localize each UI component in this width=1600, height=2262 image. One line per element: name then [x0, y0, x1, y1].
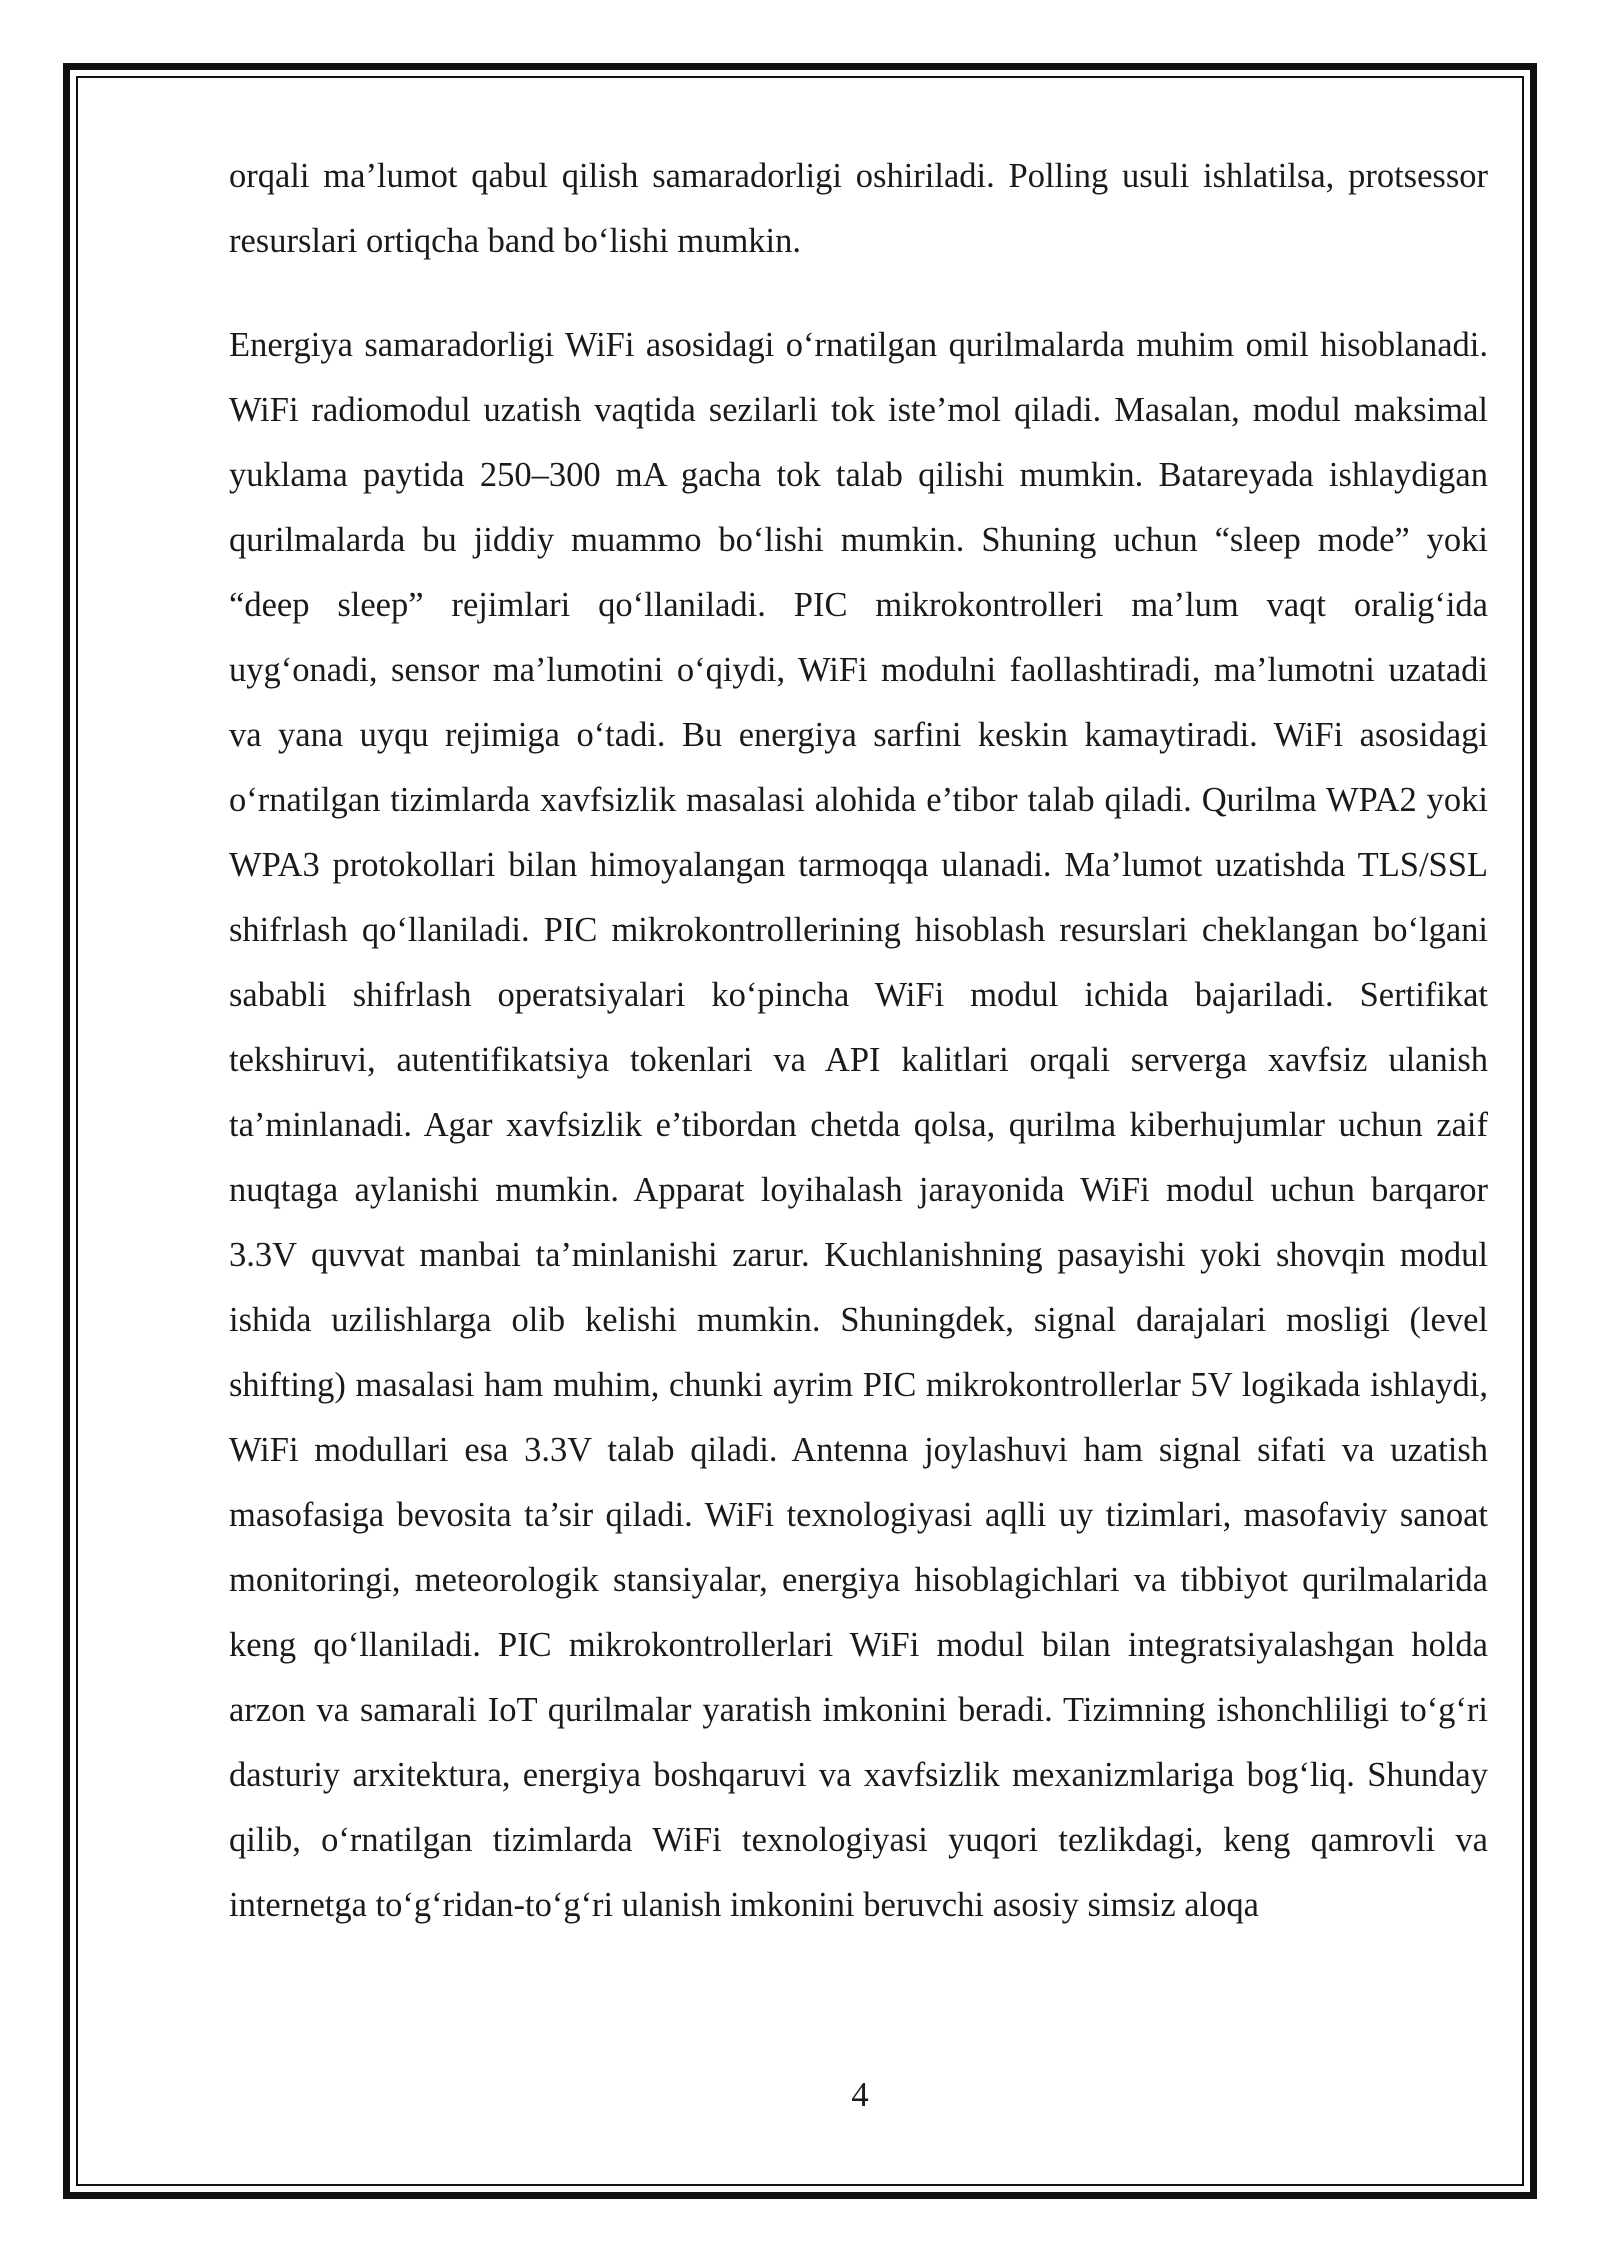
paragraph-continuation: orqali ma’lumot qabul qilish samaradorligi oshiriladi. Polling usuli ishlatilsa, protsessor resurslari ortiqcha band bo‘lishi mumkin.	[229, 157, 1488, 260]
paragraph-body: Energiya samaradorligi WiFi asosidagi o‘rnatilgan qurilmalarda muhim omil hisoblanadi. WiFi radiomodul uzatish vaqtida sezilarli tok iste’mol qiladi. Masalan, modul maksimal yuklama paytida 250–300 mA gacha tok talab qilishi mumkin. Batareyada ishlaydigan qurilmalarda bu jiddiy muammo bo‘lishi mumkin. Shuning uchun “sleep mode” yoki “deep sleep” rejimlari qo‘llaniladi. PIC mikrokontrolleri ma’lum vaqt oralig‘ida uyg‘onadi, sensor ma’lumotini o‘qiydi, WiFi modulni faollashtiradi, ma’lumotni uzatadi va yana uyqu rejimiga o‘tadi. Bu energiya sarfini keskin kamaytiradi. WiFi asosidagi o‘rnatilgan tizimlarda xavfsizlik masalasi alohida e’tibor talab qiladi. Qurilma WPA2 yoki WPA3 protokollari bilan himoyalangan tarmoqqa ulanadi. Ma’lumot uzatishda TLS/SSL shifrlash qo‘llaniladi. PIC mikrokontrollerining hisoblash resurslari cheklangan bo‘lgani sababli shifrlash operatsiyalari ko‘pincha WiFi modul ichida bajariladi. Sertifikat tekshiruvi, autentifikatsiya tokenlari va API kalitlari orqali serverga xavfsiz ulanish ta’minlanadi. Agar xavfsizlik e’tibordan chetda qolsa, qurilma kiberhujumlar uchun zaif nuqtaga aylanishi mumkin. Apparat loyihalash jarayonida WiFi modul uchun barqaror 3.3V quvvat manbai ta’minlanishi zarur. Kuchlanishning pasayishi yoki shovqin modul ishida uzilishlarga olib kelishi mumkin. Shuningdek, signal darajalari mosligi (level shifting) masalasi ham muhim, chunki ayrim PIC mikrokontrollerlar 5V logikada ishlaydi, WiFi modullari esa 3.3V talab qiladi. Antenna joylashuvi ham signal sifati va uzatish masofasiga bevosita ta’sir qiladi. WiFi texnologiyasi aqlli uy tizimlari, masofaviy sanoat monitoringi, meteorologik stansiyalar, energiya hisoblagichlari va tibbiyot qurilmalarida keng qo‘llaniladi. PIC mikrokontrollerlari WiFi modul bilan integratsiyalashgan holda arzon va samarali IoT qurilmalar yaratish imkonini beradi. Tizimning ishonchliligi to‘g‘ri dasturiy arxitektura, energiya boshqaruvi va xavfsizlik mexanizmlariga bog‘liq. Shunday qilib, o‘rnatilgan tizimlarda WiFi texnologiyasi yuqori tezlikdagi, keng qamrovli va internetga to‘g‘ridan-to‘g‘ri ulanish imkonini beruvchi asosiy simsiz aloqa	[229, 326, 1488, 1924]
page-number: 4	[851, 2076, 869, 2114]
